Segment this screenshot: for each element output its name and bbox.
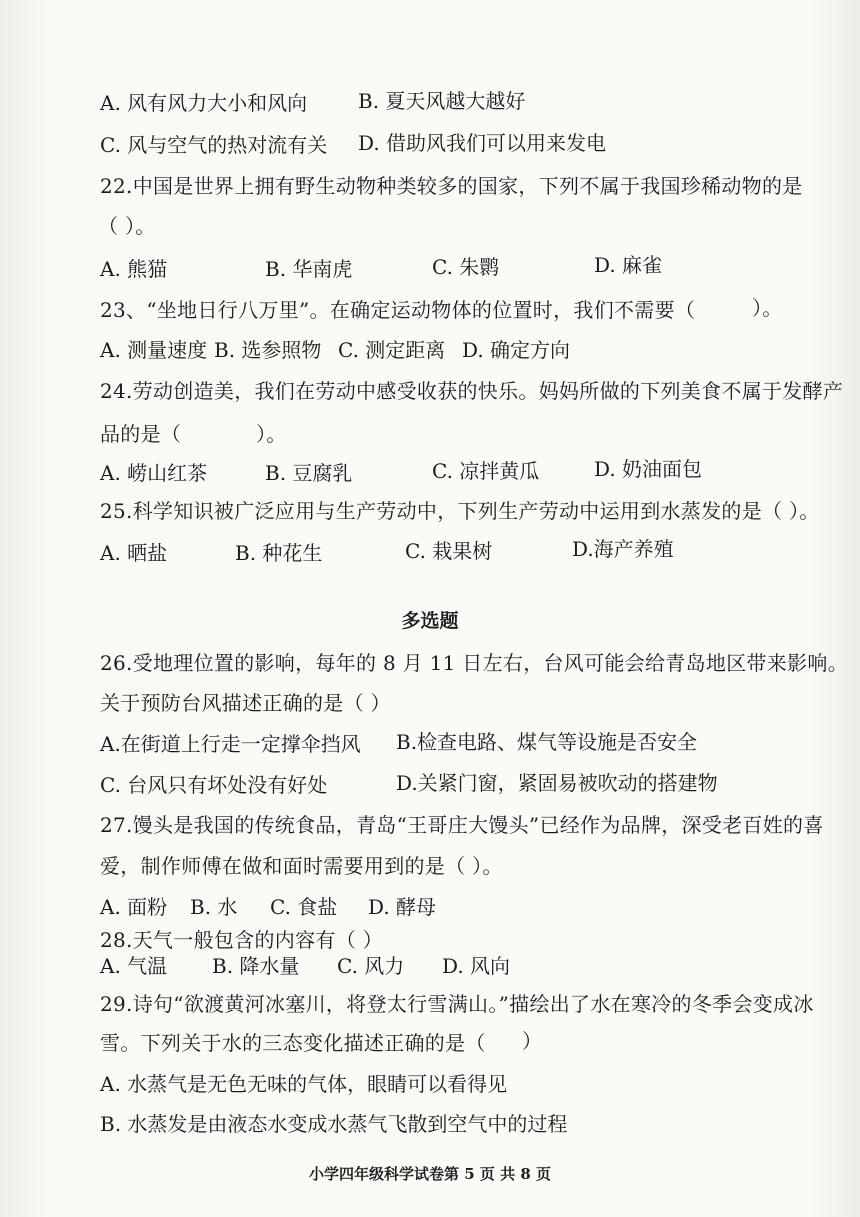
q29-stem-line2: 雪。下列关于水的三态变化描述正确的是（ [100,1031,486,1055]
q23-option-a: A. 测量速度 [100,338,208,362]
q23-option-c: C. 测定距离 [338,338,446,362]
q27-stem-line2: 爱，制作师傅在做和面时需要用到的是（ ）。 [100,854,503,878]
q26-option-a: A.在街道上行走一定撑伞挡风 [100,732,361,756]
q25-option-d: D.海产养殖 [572,537,674,561]
q24-option-d: D. 奶油面包 [594,457,703,481]
q27-option-a: A. 面粉 [100,895,168,919]
q22-option-b: B. 华南虎 [265,257,353,281]
q24-stem-line1: 24.劳动创造美，我们在劳动中感受收获的快乐。妈妈所做的下列美食不属于发酵产 [100,379,844,403]
q29-stem-line1: 29.诗句“欲渡黄河冰塞川，将登太行雪满山。”描绘出了水在寒冷的冬季会变成冰 [100,992,814,1016]
q28-option-c: C. 风力 [337,954,405,978]
q21-option-d: D. 借助风我们可以用来发电 [358,131,607,155]
q22-option-c: C. 朱鹮 [432,255,500,279]
q27-option-c: C. 食盐 [270,895,338,919]
q23-option-d: D. 确定方向 [462,338,571,362]
q28-option-d: D. 风向 [442,954,511,978]
q22-stem-line1: 22.中国是世界上拥有野生动物种类较多的国家，下列不属于我国珍稀动物的是 [100,174,803,198]
q23-option-b: B. 选参照物 [214,338,322,362]
q29-stem-blank-end: ） [522,1029,543,1053]
page-footer: 小学四年级科学试卷第 5 页 共 8 页 [309,1165,551,1183]
q21-option-a: A. 风有风力大小和风向 [100,91,308,115]
q25-stem-line1: 25.科学知识被广泛应用与生产劳动中，下列生产劳动中运用到水蒸发的是（ ）。 [100,499,820,523]
q24-option-b: B. 豆腐乳 [265,461,353,485]
q24-option-a: A. 崂山红茶 [100,461,208,485]
q26-stem-line1: 26.受地理位置的影响，每年的 8 月 11 日左右，台风可能会给青岛地区带来影响。 [100,651,849,675]
q28-option-b: B. 降水量 [212,954,300,978]
q25-option-a: A. 晒盐 [100,541,168,565]
q25-option-b: B. 种花生 [235,541,323,565]
q24-option-c: C. 凉拌黄瓜 [432,459,540,483]
q22-stem-line2: （ ）。 [98,214,156,238]
q27-option-b: B. 水 [190,895,238,919]
q22-option-d: D. 麻雀 [594,253,663,277]
q27-option-d: D. 酵母 [368,895,437,919]
q29-option-b: B. 水蒸发是由液态水变成水蒸气飞散到空气中的过程 [100,1112,568,1136]
q22-option-a: A. 熊猫 [100,257,168,281]
q28-stem-line1: 28.天气一般包含的内容有（ ） [100,928,383,952]
q26-option-b: B.检查电路、煤气等设施是否安全 [396,730,698,754]
q23-stem-line1: 23、“坐地日行八万里”。在确定运动物体的位置时，我们不需要（ [100,298,696,322]
q25-option-c: C. 栽果树 [405,539,493,563]
q26-option-d: D.关紧门窗，紧固易被吹动的搭建物 [396,771,718,795]
q26-option-c: C. 台风只有坏处没有好处 [100,773,328,797]
q21-option-c: C. 风与空气的热对流有关 [100,133,328,157]
q28-option-a: A. 气温 [100,954,168,978]
q24-stem-blank-end: ）。 [256,422,287,446]
q29-option-a: A. 水蒸气是无色无味的气体，眼睛可以看得见 [100,1072,508,1096]
q23-stem-blank-end: ）。 [752,296,783,320]
section-heading-multiple-choice: 多选题 [401,610,459,632]
q26-stem-line2: 关于预防台风描述正确的是（ ） [100,691,391,715]
q27-stem-line1: 27.馒头是我国的传统食品，青岛“王哥庄大馒头”已经作为品牌，深受老百姓的喜 [100,813,824,837]
q24-stem-line2: 品的是（ [100,422,182,446]
q21-option-b: B. 夏天风越大越好 [358,89,526,113]
